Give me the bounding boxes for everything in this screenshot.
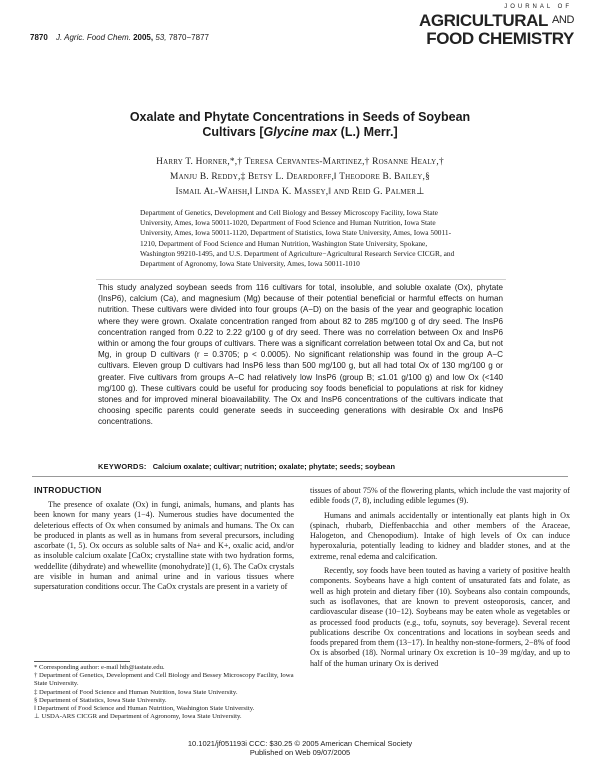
species-name: Glycine max (263, 125, 338, 139)
journal-logo-line3: FOOD CHEMISTRY (426, 29, 574, 48)
author-line: Manju B. Reddy,‡ Betsy L. Deardorff,‖ Theodore B. Bailey,§ (170, 172, 430, 182)
keywords-list: Calcium oxalate; cultivar; nutrition; oxalate; phytate; seeds; soybean (152, 462, 395, 471)
author-line: Harry T. Horner,*,† Teresa Cervantes-Martinez,† Rosanne Healy,† (156, 157, 444, 167)
footnote: ‖ Department of Food Science and Human Nutrition, Washington State University. (34, 705, 255, 713)
paragraph: tissues of about 75% of the flowering plants, which include the vast majority of edible foods (7, 8), including edible legumes (9). (310, 486, 570, 506)
paragraph: Recently, soy foods have been touted as having a variety of positive health components. Soybeans have a high content of unsaturated fats and folate, as well as high protein and dietary fiber (10). Soybeans also contain compounds, such as isoflavones, that are known to prevent osteoporosis, cancer, and cardiovascular disease (10−12). Soybeans may be eaten whole as vegetables or as processed food products (e.g., tofu, soynuts, soy beverage). Several recent publications describe Ox concentrations and locations in soybean seeds and foods prepared from them (13−17). In healthy non-stone-formers, 2−8% of food Ox is absorbed (18). Normal urinary Ox excretion is 10−39 mg/day, and up to half of the human urinary Ox is derived (310, 566, 570, 668)
publication-footer (150, 739, 450, 757)
keywords-label: KEYWORDS: (98, 462, 147, 471)
footnote: ‡ Department of Food Science and Human Nutrition, Iowa State University. (34, 688, 238, 696)
affiliations: Department of Genetics, Development and Cell Biology and Bessey Microscopy Facility, Iowa State University, Ames, Iowa 50011-1020, Department of Food Science and Human Nutrition, Iowa State University, Ames, Iowa 50011-1120, Department of Statistics, Iowa State University, Ames, Iowa 50011-1210, Department of Food Science and Human Nutrition, Washington State University, Spokane, Washington 99210-1495, and U.S. Department of Agriculture−Agricultural Research Service CICGR, and Department of Agronomy, Iowa State University, Ames, Iowa 50011-1010 (140, 208, 455, 269)
citation-volume: 53, (155, 33, 167, 42)
title-part-a: Cultivars [ (202, 125, 264, 139)
journal-abbrev: J. Agric. Food Chem. (56, 33, 131, 42)
citation-pages: 7870−7877 (168, 33, 209, 42)
article-title (60, 110, 540, 140)
keywords (98, 462, 503, 471)
journal-logo-and: AND (551, 14, 574, 26)
footnote: † Department of Genetics, Development and Cell Biology and Bessey Microscopy Facility, Iowa State University. (34, 672, 294, 688)
journal-citation (56, 33, 209, 42)
journal-logo-line2 (404, 11, 574, 30)
right-column (310, 486, 570, 673)
author-list (60, 155, 540, 200)
citation-year: 2005, (133, 33, 154, 42)
paragraph: Humans and animals accidentally or intentionally eat plants high in Ox (spinach, rhubarb, Dieffenbacchia and other members of the Araceae, Halogeton, and Chenopodium). Intake of high levels of Ox can induce hyperoxaluria, potentially leading to kidney and bladder stones, and at the extreme, renal edema and calcification. (310, 510, 570, 561)
left-column (34, 500, 294, 593)
footnote: * Corresponding author: e-mail hth@iastate.edu. (34, 664, 165, 671)
paragraph: The presence of oxalate (Ox) in fungi, animals, humans, and plants has been known for many years (1−4). Numerous studies have documented the deleterious effects of Ox when consumed by animals and humans. The Ox can be produced in plants as well as in humans from several precursors, including ascorbate (1, 5). Ox occurs as soluble salts of Na+ and K+, oxalic acid, and/or as insoluble calcium oxalate [CaOx; crystalline state with two hydration forms, weddellite (dihydrate) and whewellite (monohydrate)] (1, 6). The CaOx crystals are visible in human and animal urine and in various tissues where supersaturation conditions occur. The CaOx crystals are present in a variety of (34, 500, 294, 592)
journal-logo-line1: JOURNAL OF (504, 4, 572, 10)
title-line-1: Oxalate and Phytate Concentrations in Seeds of Soybean (129, 110, 471, 124)
footnote: ⊥ USDA-ARS CICGR and Department of Agronomy, Iowa State University. (34, 713, 242, 721)
author-line: Ismail Al-Wahsh,‖ Linda K. Massey,‖ and Reid G. Palmer⊥ (175, 187, 425, 197)
title-part-b: (L.) Merr.] (337, 125, 398, 139)
doi-line: 10.1021/jf051193i CCC: $30.25 © 2005 American Chemical Society (187, 739, 413, 748)
footnote: § Department of Statistics, Iowa State University. (34, 696, 167, 704)
journal-logo-agricultural: AGRICULTURAL (418, 11, 548, 30)
title-line-2 (60, 125, 540, 140)
journal-logo (404, 3, 574, 48)
footnote-divider (34, 661, 130, 662)
keywords-divider (32, 476, 568, 477)
published-date: Published on Web 09/07/2005 (249, 748, 351, 757)
abstract: This study analyzed soybean seeds from 116 cultivars for total, insoluble, and soluble oxalate (Ox), phytate (InsP6), calcium (Ca), and magnesium (Mg) because of their potential beneficial or harmful effects on human nutrition. These cultivars were divided into four groups (A−D) on the basis of the year and geographic location where they were grown. Oxalate concentration ranged from about 82 to 285 mg/100 g of dry seed. The InsP6 concentration ranged from 0.22 to 2.22 g/100 g of dry seed. There was no correlation between Ox and InsP6 within or among the four groups of cultivars. There was a significant correlation between total Ox and Ca, but not Mg, in group D cultivars (r = 0.3705; p < 0.0005). No significant relationship was found in the group A−C cultivars. Eleven group D cultivars had InsP6 less than 500 mg/100 g, but all had total Ox of 130 mg/100 g or greater. Five cultivars from groups A−C had relatively low InsP6 (group B; ≤1.01 g/100 g) and low Ox (<140 mg/100 g). These cultivars could be useful for producing soy foods beneficial to populations at risk for kidney stones and for improved mineral bioavailability. The Ox and InsP6 concentrations of the cultivars indicate that choosing specific parents could generate seeds in succeeding generations with desirable Ox and InsP6 concentrations. (98, 283, 503, 427)
page-number: 7870 (30, 33, 48, 42)
footnotes (34, 664, 296, 721)
section-heading: INTRODUCTION (34, 485, 102, 495)
